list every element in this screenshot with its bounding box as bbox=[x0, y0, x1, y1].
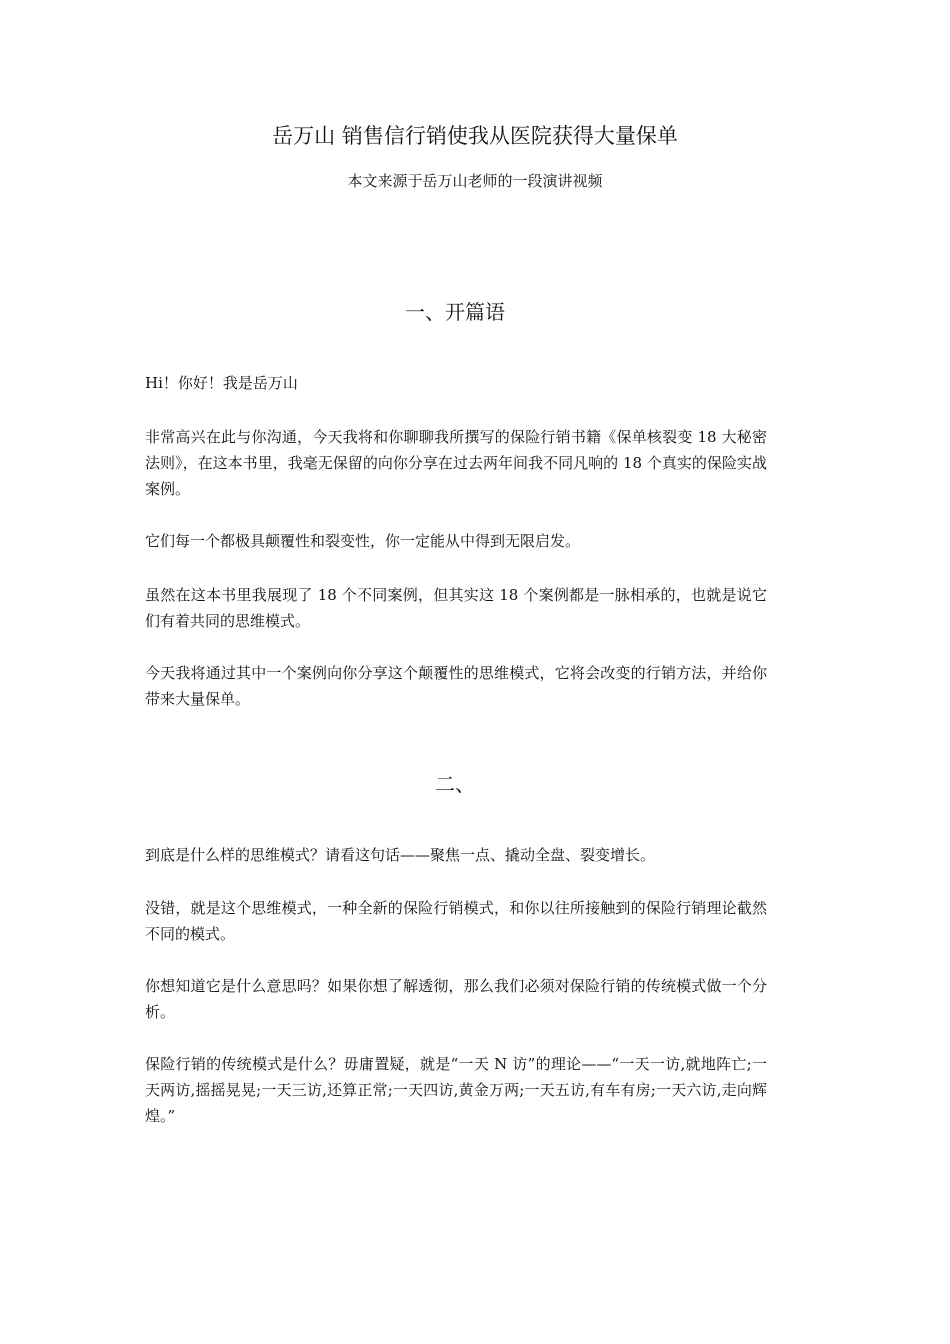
section-heading-2: 二、 bbox=[435, 772, 475, 796]
paragraph: 非常高兴在此与你沟通，今天我将和你聊聊我所撰写的保险行销书籍《保单核裂变 18 大秘密法则》，在这本书里，我毫无保留的向你分享在过去两年间我不同凡响的 18 个真实的保险实战案例。 bbox=[145, 428, 767, 498]
document-title: 岳万山 销售信行销使我从医院获得大量保单 bbox=[272, 124, 678, 148]
section-heading-1: 一、开篇语 bbox=[405, 300, 505, 324]
paragraph: 今天我将通过其中一个案例向你分享这个颠覆性的思维模式，它将会改变的行销方法，并给你带来大量保单。 bbox=[145, 664, 767, 708]
paragraph: 没错，就是这个思维模式，一种全新的保险行销模式，和你以往所接触到的保险行销理论截然不同的模式。 bbox=[145, 899, 767, 943]
paragraph: 保险行销的传统模式是什么？毋庸置疑，就是“一天 N 访”的理论——“一天一访,就地阵亡;一天两访,摇摇晃晃;一天三访,还算正常;一天四访,黄金万两;一天五访,有车有房;一天六访,走向辉煌。” bbox=[145, 1055, 767, 1125]
paragraph: 它们每一个都极具颠覆性和裂变性，你一定能从中得到无限启发。 bbox=[145, 532, 581, 550]
paragraph: 你想知道它是什么意思吗？如果你想了解透彻，那么我们必须对保险行销的传统模式做一个分析。 bbox=[145, 977, 767, 1021]
paragraph: 到底是什么样的思维模式？请看这句话——聚焦一点、撬动全盘、裂变增长。 bbox=[145, 846, 656, 864]
document-subtitle: 本文来源于岳万山老师的一段演讲视频 bbox=[347, 172, 603, 190]
paragraph: 虽然在这本书里我展现了 18 个不同案例，但其实这 18 个案例都是一脉相承的，也就是说它们有着共同的思维模式。 bbox=[145, 586, 767, 630]
paragraph: Hi！你好！我是岳万山 bbox=[145, 374, 298, 392]
